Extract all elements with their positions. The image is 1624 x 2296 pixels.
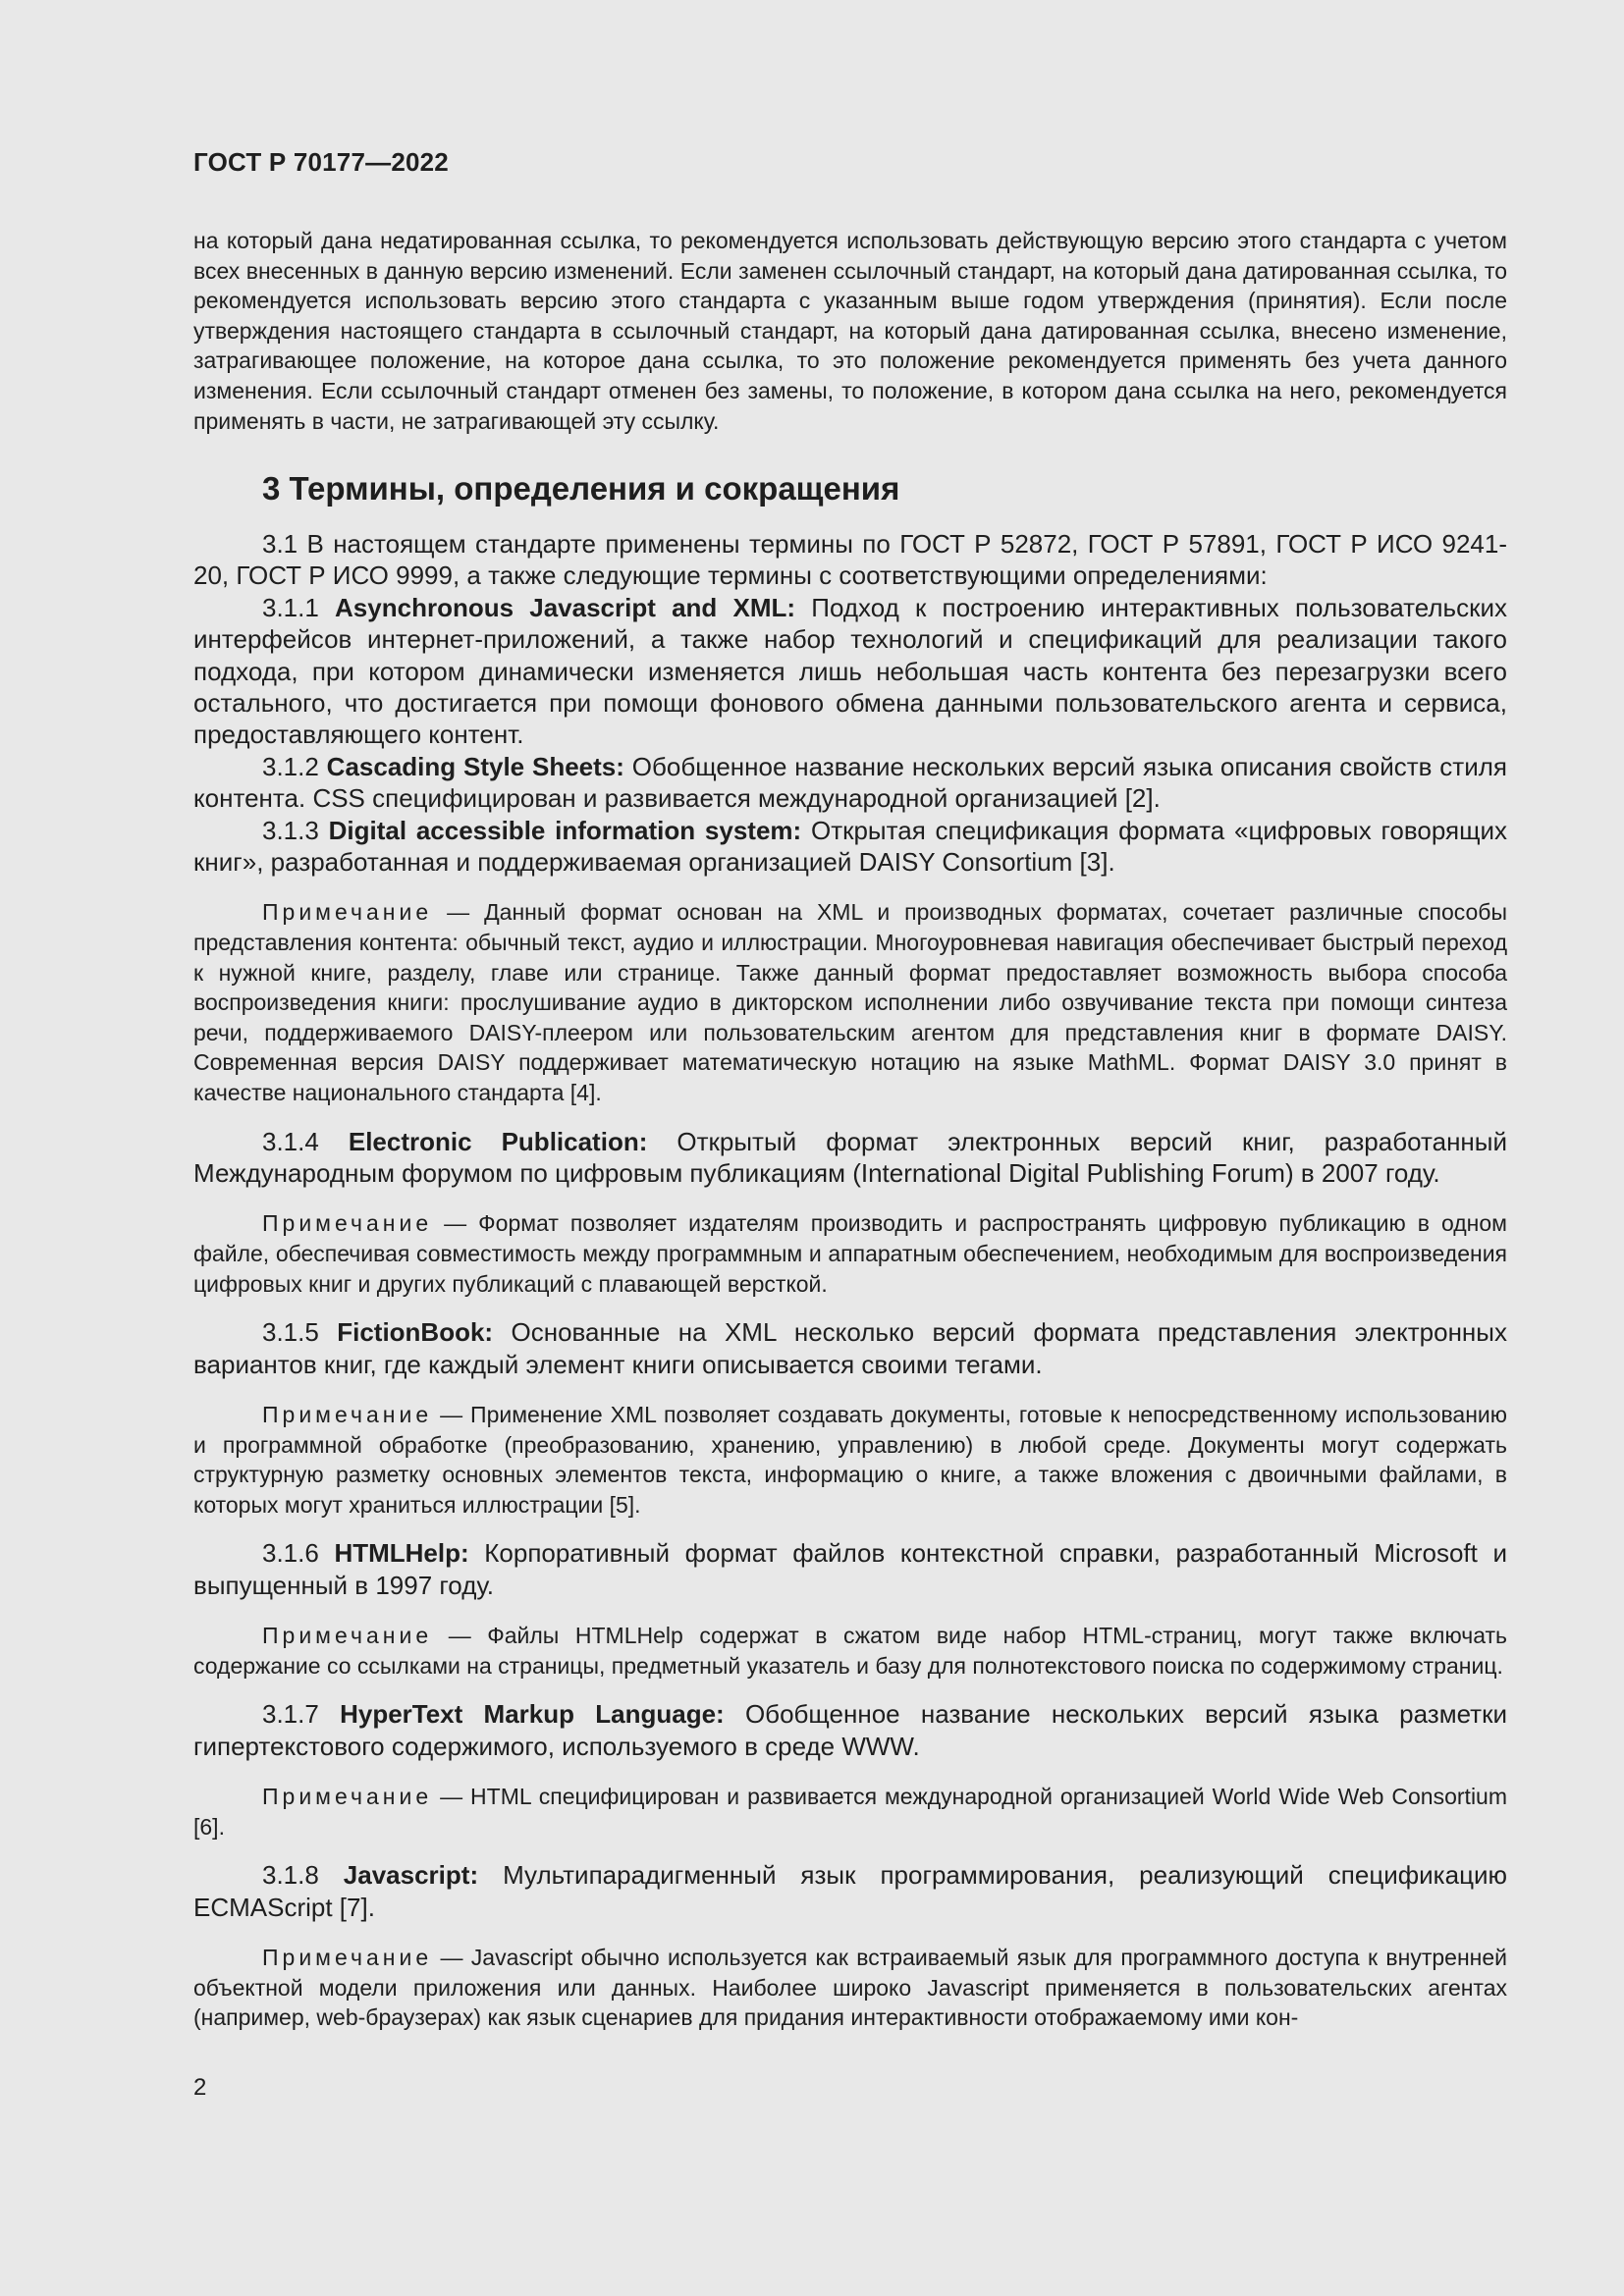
- term-note: [193, 897, 1507, 1107]
- note-label: Примечание: [262, 1623, 433, 1649]
- term-entry: [193, 1698, 1507, 1762]
- note-label: Примечание: [262, 899, 433, 926]
- note-label: Примечание: [262, 1945, 433, 1971]
- term-number: 3.1.7: [262, 1699, 319, 1730]
- term-name: FictionBook:: [337, 1317, 494, 1348]
- section-3: [193, 469, 1507, 2033]
- intro-paragraph-block: [193, 226, 1507, 436]
- note-label: Примечание: [262, 1210, 433, 1237]
- term-name: HTMLHelp:: [334, 1538, 469, 1569]
- section-intro: 3.1 В настоящем стандарте применены термины по ГОСТ Р 52872, ГОСТ Р 57891, ГОСТ Р ИСО 9241-20, ГОСТ Р ИСО 9999, а также следующие термины с соответствующими определениями:: [193, 529, 1507, 591]
- note-text: — Применение XML позволяет создавать документы, готовые к непосредственному использованию и программной обработке (преобразованию, хранению, управлению) в любой среде. Документы могут содержать структурную разметку основных элементов текста, информацию о книге, а также вложения с двоичными файлами, в которых могут храниться иллюстрации [5].: [193, 1402, 1507, 1518]
- intro-paragraph: на который дана недатированная ссылка, то рекомендуется использовать действующую версию этого стандарта с учетом всех внесенных в данную версию изменений. Если заменен ссылочный стандарт, на который дана датированная ссылка, то рекомендуется использовать версию этого стандарта с указанным выше годом утверждения (принятия). Если после утверждения настоящего стандарта в ссылочный стандарт, на который дана датированная ссылка, внесено изменение, затрагивающее положение, на которое дана ссылка, то это положение рекомендуется применять без учета данного изменения. Если ссылочный стандарт отменен без замены, то положение, в котором дана ссылка на него, рекомендуется применять в части, не затрагивающей эту ссылку.: [193, 228, 1507, 434]
- term-name: Asynchronous Javascript and XML:: [335, 592, 796, 622]
- term-name: Javascript:: [343, 1860, 479, 1891]
- page-number: 2: [193, 2074, 207, 2101]
- term-name: Cascading Style Sheets:: [326, 751, 624, 781]
- term-entry: [193, 592, 1507, 751]
- note-text: — Формат позволяет издателям производить и распространять цифровую публикацию в одном файле, обеспечивая совместимость между программным и аппаратным обеспечением, необходимым для воспроизведения цифровых книг и других публикаций с плавающей версткой.: [193, 1210, 1507, 1297]
- term-number: 3.1.2: [262, 751, 319, 781]
- term-name: Digital accessible information system:: [328, 815, 802, 845]
- term-number: 3.1.5: [262, 1317, 319, 1348]
- term-name: HyperText Markup Language:: [340, 1699, 725, 1730]
- term-definition: Корпоративный формат файлов контекстной справки, разработанный Microsoft и выпущенный в 1997 году.: [193, 1538, 1507, 1600]
- term-definition: Мультипарадигменный язык программирования, реализующий спецификацию ECMAScript [7].: [193, 1860, 1507, 1922]
- term-entry: [193, 1316, 1507, 1380]
- term-entry: [193, 1537, 1507, 1601]
- term-note: [193, 1400, 1507, 1520]
- term-number: 3.1.6: [262, 1538, 319, 1569]
- document-code-header: ГОСТ Р 70177—2022: [193, 147, 449, 177]
- term-name: Electronic Publication:: [348, 1126, 648, 1156]
- term-entry: [193, 1859, 1507, 1923]
- term-definition: Обобщенное название нескольких версий языка описания свойств стиля контента. CSS специфицирован и развивается международной организацией [2].: [193, 751, 1507, 814]
- term-number: 3.1.8: [262, 1860, 319, 1891]
- note-text: — HTML специфицирован и развивается международной организацией World Wide Web Consortium [6].: [193, 1784, 1508, 1840]
- term-definition: Обобщенное название нескольких версий языка разметки гипертекстового содержимого, используемого в среде WWW.: [193, 1699, 1507, 1761]
- term-number: 3.1.4: [262, 1126, 319, 1156]
- term-definition: Основанные на XML несколько версий формата представления электронных вариантов книг, где каждый элемент книги описывается своими тегами.: [193, 1317, 1507, 1379]
- term-note: [193, 1782, 1507, 1842]
- term-definition: Открытый формат электронных версий книг, разработанный Международным форумом по цифровым публикациям (International Digital Publishing Forum) в 2007 году.: [193, 1126, 1508, 1189]
- term-number: 3.1.3: [262, 815, 319, 845]
- term-number: 3.1.1: [262, 592, 319, 622]
- note-label: Примечание: [262, 1784, 433, 1810]
- term-entry: [193, 815, 1507, 879]
- note-label: Примечание: [262, 1402, 433, 1428]
- term-definition: Открытая спецификация формата «цифровых говорящих книг», разработанная и поддерживаемая организацией DAISY Consortium [3].: [193, 815, 1507, 878]
- note-text: — Данный формат основан на XML и производных форматах, сочетает различные способы представления контента: обычный текст, аудио и иллюстрации. Многоуровневая навигация обеспечивает быстрый переход к нужной книге, разделу, главе или странице. Также данный формат предоставляет возможность выбора способа воспроизведения книги: прослушивание аудио в дикторском исполнении либо озвучивание текста при помощи синтеза речи, поддерживаемого DAISY-плеером или пользовательским агентом для представления книг в формате DAISY. Современная версия DAISY поддерживает математическую нотацию на языке MathML. Формат DAISY 3.0 принят в качестве национального стандарта [4].: [193, 899, 1507, 1106]
- section-title: 3 Термины, определения и сокращения: [262, 470, 900, 507]
- note-text: — Javascript обычно используется как встраиваемый язык для программного доступа к внутренней объектной модели приложения или данных. Наиболее широко Javascript применяется в пользовательских агентах (например, web-браузерах) как язык сценариев для придания интерактивности отображаемому ими кон-: [193, 1945, 1507, 2031]
- term-note: [193, 1943, 1507, 2033]
- note-text: — Файлы HTMLHelp содержат в сжатом виде набор HTML-страниц, могут также включать содержание со ссылками на страницы, предметный указатель и базу для полнотекстового поиска по содержимому страниц.: [193, 1623, 1507, 1679]
- term-definition: Подход к построению интерактивных пользовательских интерфейсов интернет-приложений, а также набор технологий и спецификаций для реализации такого подхода, при котором динамически изменяется лишь небольшая часть контента без перезагрузки всего остального, что достигается при помощи фонового обмена данными пользовательского агента и сервиса, предоставляющего контент.: [193, 592, 1507, 750]
- term-entry: [193, 751, 1507, 815]
- term-entry: [193, 1126, 1507, 1190]
- term-note: [193, 1208, 1507, 1299]
- term-note: [193, 1621, 1507, 1681]
